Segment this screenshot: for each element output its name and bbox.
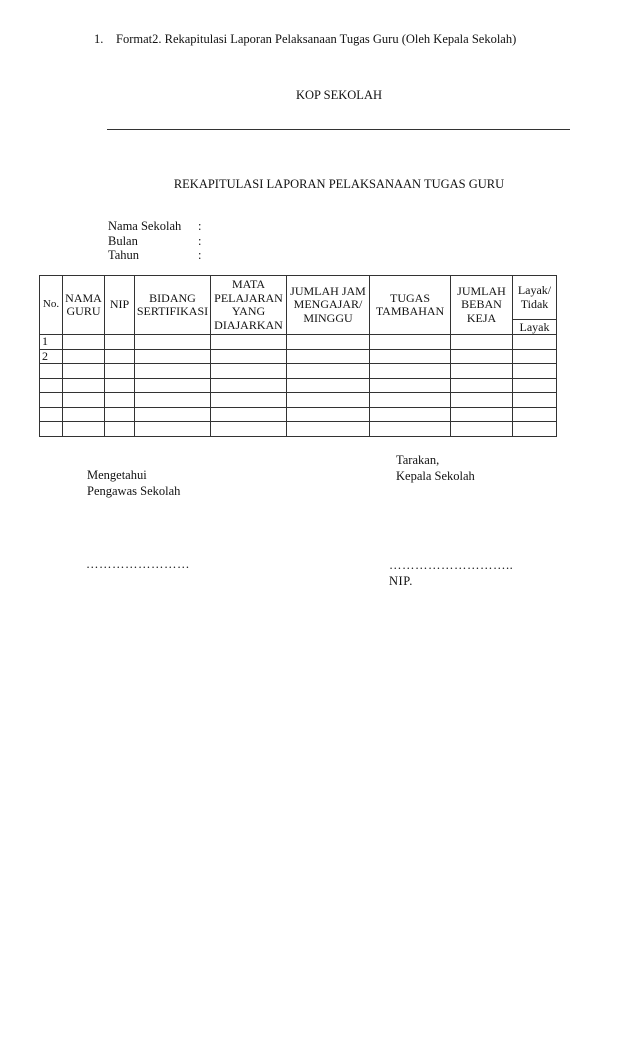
pengawas-label: Pengawas Sekolah bbox=[87, 484, 181, 498]
table-row bbox=[40, 335, 557, 350]
kop-divider bbox=[107, 129, 570, 130]
table-cell bbox=[63, 422, 105, 437]
table-cell bbox=[370, 349, 451, 364]
table-cell bbox=[451, 407, 513, 422]
col-header-bidang-sertifikasi: BIDANG SERTIFIKASI bbox=[135, 276, 211, 335]
table-cell bbox=[513, 335, 557, 350]
table-cell bbox=[451, 364, 513, 379]
info-row-nama-sekolah bbox=[108, 219, 201, 234]
table-cell bbox=[135, 349, 211, 364]
recap-table bbox=[39, 275, 557, 437]
info-label: Bulan bbox=[108, 233, 138, 248]
info-separator: : bbox=[198, 219, 202, 233]
row-number-cell bbox=[40, 407, 63, 422]
col-header-jumlah-jam: JUMLAH JAM MENGAJAR/ MINGGU bbox=[287, 276, 370, 335]
table-cell bbox=[451, 335, 513, 350]
table-cell bbox=[211, 364, 287, 379]
table-cell bbox=[211, 335, 287, 350]
table-cell bbox=[370, 364, 451, 379]
signature-line-left: …………………… bbox=[86, 557, 190, 571]
col-header-layak bbox=[513, 276, 557, 335]
info-row-tahun bbox=[108, 248, 201, 263]
row-number-cell bbox=[40, 422, 63, 437]
table-cell bbox=[211, 407, 287, 422]
table-cell bbox=[105, 393, 135, 408]
col-header-mata-pelajaran: MATA PELAJARAN YANG DIAJARKAN bbox=[211, 276, 287, 335]
table-row bbox=[40, 349, 557, 364]
table-cell bbox=[105, 349, 135, 364]
mengetahui-label: Mengetahui bbox=[87, 468, 147, 482]
signature-right bbox=[396, 452, 475, 484]
table-cell bbox=[287, 393, 370, 408]
table-cell bbox=[135, 335, 211, 350]
table-row bbox=[40, 364, 557, 379]
col-header-nip: NIP bbox=[105, 276, 135, 335]
info-label: Nama Sekolah bbox=[108, 219, 182, 233]
table-cell bbox=[63, 393, 105, 408]
info-separator: : bbox=[198, 248, 202, 262]
table-cell bbox=[105, 422, 135, 437]
row-number-cell bbox=[40, 364, 63, 379]
kepala-sekolah-label: Kepala Sekolah bbox=[396, 469, 475, 483]
row-number-cell bbox=[40, 378, 63, 393]
table-cell bbox=[513, 393, 557, 408]
col-header-tugas-tambahan: TUGAS TAMBAHAN bbox=[370, 276, 451, 335]
heading-number: 1. bbox=[94, 32, 104, 46]
row-number-cell bbox=[40, 393, 63, 408]
table-cell bbox=[513, 407, 557, 422]
table-cell bbox=[211, 393, 287, 408]
table-row bbox=[40, 407, 557, 422]
table-cell bbox=[287, 407, 370, 422]
table-cell bbox=[370, 407, 451, 422]
table-cell bbox=[370, 378, 451, 393]
table-cell bbox=[287, 378, 370, 393]
info-label: Tahun bbox=[108, 248, 140, 262]
table-cell bbox=[451, 422, 513, 437]
table-row bbox=[40, 393, 557, 408]
table-cell bbox=[513, 364, 557, 379]
table-body bbox=[40, 335, 557, 437]
table-cell bbox=[211, 349, 287, 364]
table-cell bbox=[513, 378, 557, 393]
table-cell bbox=[211, 378, 287, 393]
table-cell bbox=[63, 364, 105, 379]
table-cell bbox=[135, 407, 211, 422]
layak-label: Layak bbox=[519, 320, 550, 334]
row-number-cell: 2 bbox=[40, 349, 63, 364]
heading-text: Format2. Rekapitulasi Laporan Pelaksanaan Tugas Guru (Oleh Kepala Sekolah) bbox=[116, 32, 517, 46]
table-header-row bbox=[40, 276, 557, 335]
table-cell bbox=[105, 335, 135, 350]
info-separator: : bbox=[198, 233, 202, 248]
table-cell bbox=[105, 378, 135, 393]
col-header-nama-guru: NAMA GURU bbox=[63, 276, 105, 335]
table-cell bbox=[370, 393, 451, 408]
table-row bbox=[40, 422, 557, 437]
place-date-label: Tarakan, bbox=[396, 453, 440, 467]
row-number-cell: 1 bbox=[40, 335, 63, 350]
table-cell bbox=[211, 422, 287, 437]
table-cell bbox=[287, 364, 370, 379]
table-cell bbox=[451, 378, 513, 393]
col-header-no: No. bbox=[40, 276, 63, 335]
info-row-bulan bbox=[108, 234, 201, 249]
signature-left bbox=[87, 467, 180, 499]
table-cell bbox=[63, 349, 105, 364]
table-cell bbox=[63, 407, 105, 422]
signature-line-right bbox=[389, 557, 513, 589]
col-header-jumlah-beban: JUMLAH BEBAN KEJA bbox=[451, 276, 513, 335]
signature-dots-right: ……………………….. bbox=[389, 558, 514, 572]
school-info bbox=[108, 219, 201, 263]
table-cell bbox=[287, 335, 370, 350]
kop-sekolah: KOP SEKOLAH bbox=[296, 88, 382, 102]
table-cell bbox=[451, 393, 513, 408]
table-cell bbox=[135, 364, 211, 379]
table-cell bbox=[287, 422, 370, 437]
table-cell bbox=[451, 349, 513, 364]
table-cell bbox=[135, 422, 211, 437]
report-title: REKAPITULASI LAPORAN PELAKSANAAN TUGAS GURU bbox=[173, 177, 505, 191]
table-cell bbox=[105, 407, 135, 422]
table-row bbox=[40, 378, 557, 393]
nip-label: NIP. bbox=[389, 574, 413, 588]
table-cell bbox=[513, 349, 557, 364]
table-cell bbox=[63, 378, 105, 393]
table-cell bbox=[370, 335, 451, 350]
table-cell bbox=[63, 335, 105, 350]
table-cell bbox=[370, 422, 451, 437]
table-cell bbox=[135, 393, 211, 408]
layak-tidak-label: Layak/ Tidak bbox=[513, 276, 556, 320]
table-cell bbox=[105, 364, 135, 379]
table-cell bbox=[513, 422, 557, 437]
table-cell bbox=[135, 378, 211, 393]
table-cell bbox=[287, 349, 370, 364]
document-heading bbox=[94, 32, 516, 47]
